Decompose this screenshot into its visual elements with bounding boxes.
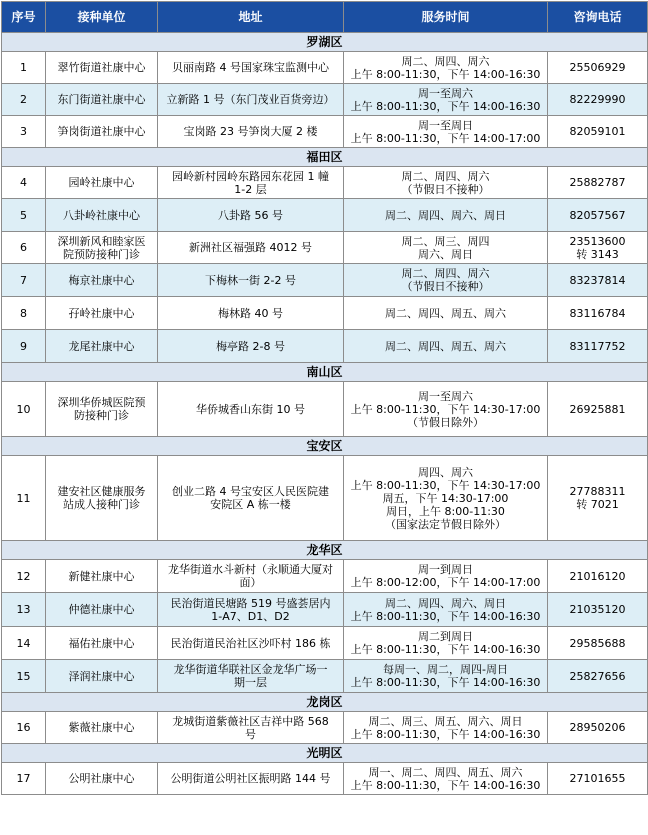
service-time: 每周一、周二，周四-周日 上午 8:00-11:30，下午 14:00-16:30 <box>344 660 548 693</box>
address: 园岭新村园岭东路园东花园 1 幢 1-2 层 <box>158 167 344 199</box>
service-time: 周二、周四、周六、周日 上午 8:00-11:30，下午 14:00-16:30 <box>344 593 548 627</box>
unit-name: 梅京社康中心 <box>46 264 158 297</box>
row-number: 10 <box>2 382 46 437</box>
service-time: 周二、周四、周五、周六 <box>344 297 548 330</box>
row-number: 12 <box>2 560 46 593</box>
unit-name: 八卦岭社康中心 <box>46 199 158 232</box>
unit-name: 龙尾社康中心 <box>46 330 158 363</box>
header-unit: 接种单位 <box>46 2 158 33</box>
phone: 29585688 <box>548 627 648 660</box>
phone: 82059101 <box>548 116 648 148</box>
header-phone: 咨询电话 <box>548 2 648 33</box>
row-number: 3 <box>2 116 46 148</box>
row-number: 16 <box>2 712 46 744</box>
unit-name: 笋岗街道社康中心 <box>46 116 158 148</box>
header-service-time: 服务时间 <box>344 2 548 33</box>
address: 新洲社区福强路 4012 号 <box>158 232 344 264</box>
table-row <box>2 456 648 541</box>
phone: 28950206 <box>548 712 648 744</box>
district-row <box>2 693 648 712</box>
service-time: 周二到周日 上午 8:00-11:30，下午 14:00-16:30 <box>344 627 548 660</box>
unit-name: 福佑社康中心 <box>46 627 158 660</box>
district-name: 宝安区 <box>2 437 648 456</box>
service-time: 周一至周六 上午 8:00-11:30，下午 14:30-17:00 （节假日除外） <box>344 382 548 437</box>
table-row <box>2 264 648 297</box>
unit-name: 仲德社康中心 <box>46 593 158 627</box>
service-time: 周二、周三、周四 周六、周日 <box>344 232 548 264</box>
unit-name: 紫薇社康中心 <box>46 712 158 744</box>
table-row <box>2 84 648 116</box>
district-row <box>2 363 648 382</box>
address: 宝岗路 23 号笋岗大厦 2 楼 <box>158 116 344 148</box>
district-name: 罗湖区 <box>2 33 648 52</box>
row-number: 9 <box>2 330 46 363</box>
address: 创业二路 4 号宝安区人民医院建 安院区 A 栋一楼 <box>158 456 344 541</box>
phone: 83117752 <box>548 330 648 363</box>
table-row <box>2 593 648 627</box>
phone: 27788311 转 7021 <box>548 456 648 541</box>
table-row <box>2 52 648 84</box>
address: 梅亭路 2-8 号 <box>158 330 344 363</box>
address: 龙华街道华联社区金龙华广场一 期一层 <box>158 660 344 693</box>
district-row <box>2 33 648 52</box>
unit-name: 翠竹街道社康中心 <box>46 52 158 84</box>
row-number: 5 <box>2 199 46 232</box>
phone: 27101655 <box>548 763 648 795</box>
table-row <box>2 560 648 593</box>
row-number: 8 <box>2 297 46 330</box>
district-name: 福田区 <box>2 148 648 167</box>
district-row <box>2 148 648 167</box>
address: 民治街道民塘路 519 号盛荟居内 1-A7、D1、D2 <box>158 593 344 627</box>
header-no: 序号 <box>2 2 46 33</box>
district-name: 光明区 <box>2 744 648 763</box>
service-time: 周一至周六 上午 8:00-11:30，下午 14:00-16:30 <box>344 84 548 116</box>
district-row <box>2 437 648 456</box>
address: 公明街道公明社区振明路 144 号 <box>158 763 344 795</box>
phone: 26925881 <box>548 382 648 437</box>
phone: 21035120 <box>548 593 648 627</box>
header-address: 地址 <box>158 2 344 33</box>
row-number: 14 <box>2 627 46 660</box>
service-time: 周四、周六 上午 8:00-11:30，下午 14:30-17:00 周五，下午 14:30-17:00 周日，上午 8:00-11:30 （国家法定节假日除外） <box>344 456 548 541</box>
phone: 25506929 <box>548 52 648 84</box>
table-row <box>2 232 648 264</box>
unit-name: 孖岭社康中心 <box>46 297 158 330</box>
service-time: 周二、周四、周六 （节假日不接种） <box>344 264 548 297</box>
unit-name: 公明社康中心 <box>46 763 158 795</box>
phone: 82229990 <box>548 84 648 116</box>
table-row <box>2 297 648 330</box>
table-row <box>2 660 648 693</box>
address: 下梅林一街 2-2 号 <box>158 264 344 297</box>
unit-name: 建安社区健康服务 站成人接种门诊 <box>46 456 158 541</box>
unit-name: 东门街道社康中心 <box>46 84 158 116</box>
row-number: 2 <box>2 84 46 116</box>
table-row <box>2 167 648 199</box>
phone: 83237814 <box>548 264 648 297</box>
unit-name: 深圳华侨城医院预 防接种门诊 <box>46 382 158 437</box>
service-time: 周一至周日 上午 8:00-11:30，下午 14:00-17:00 <box>344 116 548 148</box>
header-row <box>2 2 648 33</box>
address: 民治街道民治社区沙吓村 186 栋 <box>158 627 344 660</box>
row-number: 15 <box>2 660 46 693</box>
unit-name: 泽润社康中心 <box>46 660 158 693</box>
table-row <box>2 627 648 660</box>
row-number: 6 <box>2 232 46 264</box>
unit-name: 园岭社康中心 <box>46 167 158 199</box>
address: 龙华街道水斗新村（永顺通大厦对 面） <box>158 560 344 593</box>
service-time: 周二、周四、周六 （节假日不接种） <box>344 167 548 199</box>
row-number: 13 <box>2 593 46 627</box>
phone: 21016120 <box>548 560 648 593</box>
table-row <box>2 763 648 795</box>
unit-name: 深圳新风和睦家医 院预防接种门诊 <box>46 232 158 264</box>
service-time: 周二、周三、周五、周六、周日 上午 8:00-11:30，下午 14:00-16:30 <box>344 712 548 744</box>
district-name: 龙岗区 <box>2 693 648 712</box>
row-number: 7 <box>2 264 46 297</box>
service-time: 周一、周二、周四、周五、周六 上午 8:00-11:30，下午 14:00-16:30 <box>344 763 548 795</box>
address: 八卦路 56 号 <box>158 199 344 232</box>
table-row <box>2 199 648 232</box>
address: 华侨城香山东街 10 号 <box>158 382 344 437</box>
phone: 82057567 <box>548 199 648 232</box>
service-time: 周二、周四、周五、周六 <box>344 330 548 363</box>
table-row <box>2 382 648 437</box>
phone: 25882787 <box>548 167 648 199</box>
district-name: 南山区 <box>2 363 648 382</box>
address: 立新路 1 号（东门茂业百货旁边） <box>158 84 344 116</box>
address: 龙城街道紫薇社区吉祥中路 568 号 <box>158 712 344 744</box>
service-time: 周二、周四、周六 上午 8:00-11:30，下午 14:00-16:30 <box>344 52 548 84</box>
phone: 25827656 <box>548 660 648 693</box>
address: 梅林路 40 号 <box>158 297 344 330</box>
district-row <box>2 541 648 560</box>
unit-name: 新健社康中心 <box>46 560 158 593</box>
table-row <box>2 116 648 148</box>
service-time: 周一到周日 上午 8:00-12:00，下午 14:00-17:00 <box>344 560 548 593</box>
table-row <box>2 712 648 744</box>
row-number: 17 <box>2 763 46 795</box>
address: 贝丽南路 4 号国家珠宝监测中心 <box>158 52 344 84</box>
vaccination-schedule-table <box>1 1 648 795</box>
phone: 23513600 转 3143 <box>548 232 648 264</box>
service-time: 周二、周四、周六、周日 <box>344 199 548 232</box>
row-number: 11 <box>2 456 46 541</box>
phone: 83116784 <box>548 297 648 330</box>
table-row <box>2 330 648 363</box>
table-body <box>2 33 648 795</box>
row-number: 1 <box>2 52 46 84</box>
district-name: 龙华区 <box>2 541 648 560</box>
row-number: 4 <box>2 167 46 199</box>
district-row <box>2 744 648 763</box>
